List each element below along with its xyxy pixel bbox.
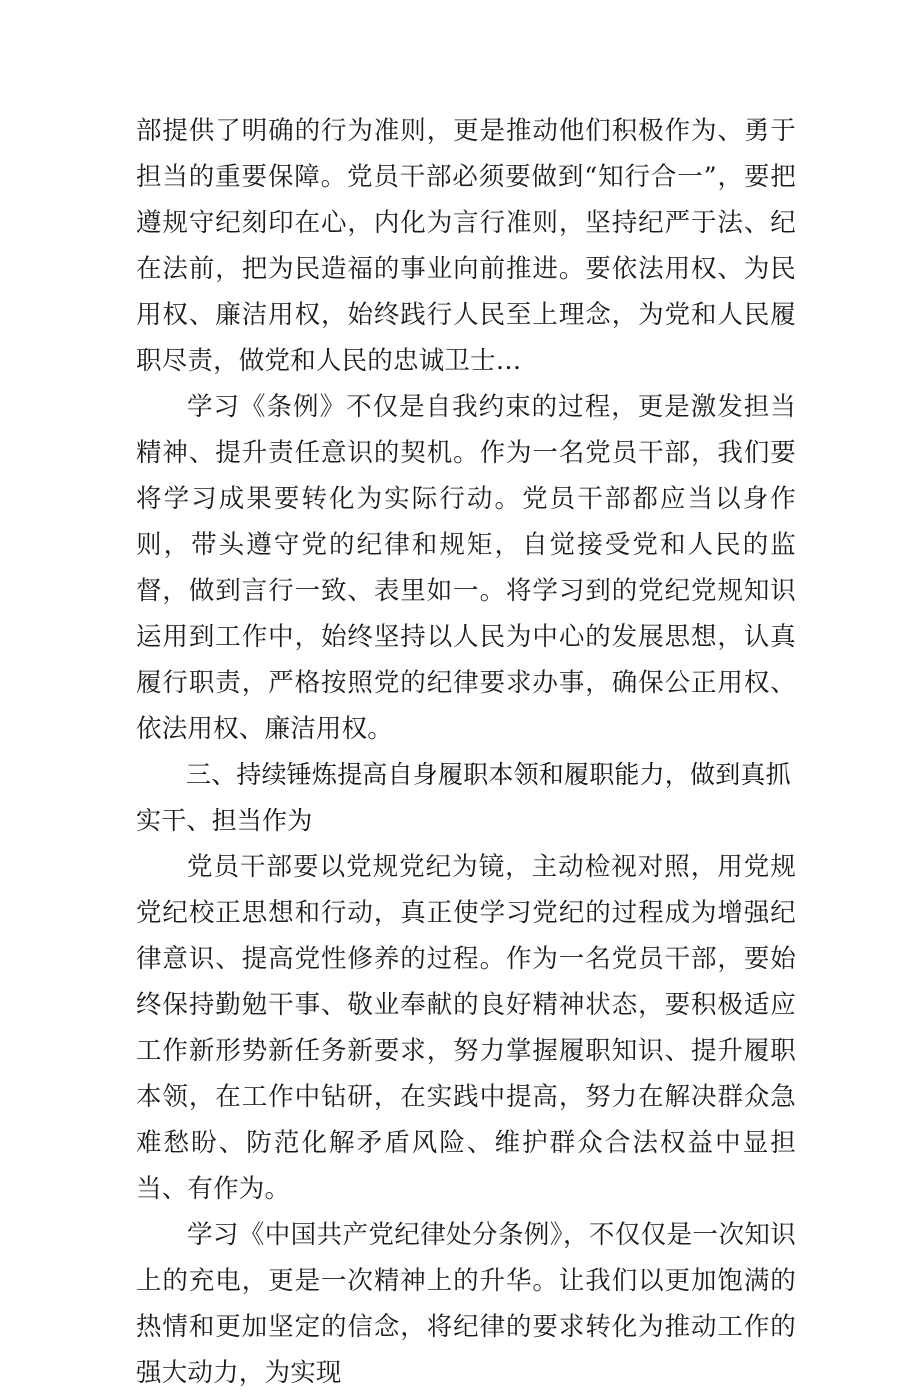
paragraph-continuation: 部提供了明确的行为准则，更是推动他们积极作为、勇于担当的重要保障。党员干部必须要做到“知行合一”，要把遵规守纪刻印在心，内化为言行准则，坚持纪严于法、纪在法前，把为民造福的事业向前推进。要依法用权、为民用权、廉洁用权，始终践行人民至上理念，为党和人民履职尽责，做党和人民的忠诚卫士…	[136, 116, 796, 376]
section-heading-three: 三、持续锤炼提高自身履职本领和履职能力，做到真抓实干、担当作为	[136, 760, 791, 835]
paragraph-conclusion: 学习《中国共产党纪律处分条例》，不仅仅是一次知识上的充电，更是一次精神上的升华。让我们以更加饱满的热情和更加坚定的信念，将纪律的要求转化为推动工作的强大动力，为实现	[136, 1220, 796, 1388]
document-body	[136, 108, 796, 1396]
paragraph-self-examination: 党员干部要以党规党纪为镜，主动检视对照，用党规党纪校正思想和行动，真正使学习党纪的过程成为增强纪律意识、提高党性修养的过程。作为一名党员干部，要始终保持勤勉干事、敬业奉献的良好精神状态，要积极适应工作新形势新任务新要求，努力掌握履职知识、提升履职本领，在工作中钻研，在实践中提高，努力在解决群众急难愁盼、防范化解矛盾风险、维护群众合法权益中显担当、有作为。	[136, 852, 796, 1204]
paragraph-study-regulations: 学习《条例》不仅是自我约束的过程，更是激发担当精神、提升责任意识的契机。作为一名党员干部，我们要将学习成果要转化为实际行动。党员干部都应当以身作则，带头遵守党的纪律和规矩，自觉接受党和人民的监督，做到言行一致、表里如一。将学习到的党纪党规知识运用到工作中，始终坚持以人民为中心的发展思想，认真履行职责，严格按照党的纪律要求办事，确保公正用权、依法用权、廉洁用权。	[136, 392, 796, 744]
